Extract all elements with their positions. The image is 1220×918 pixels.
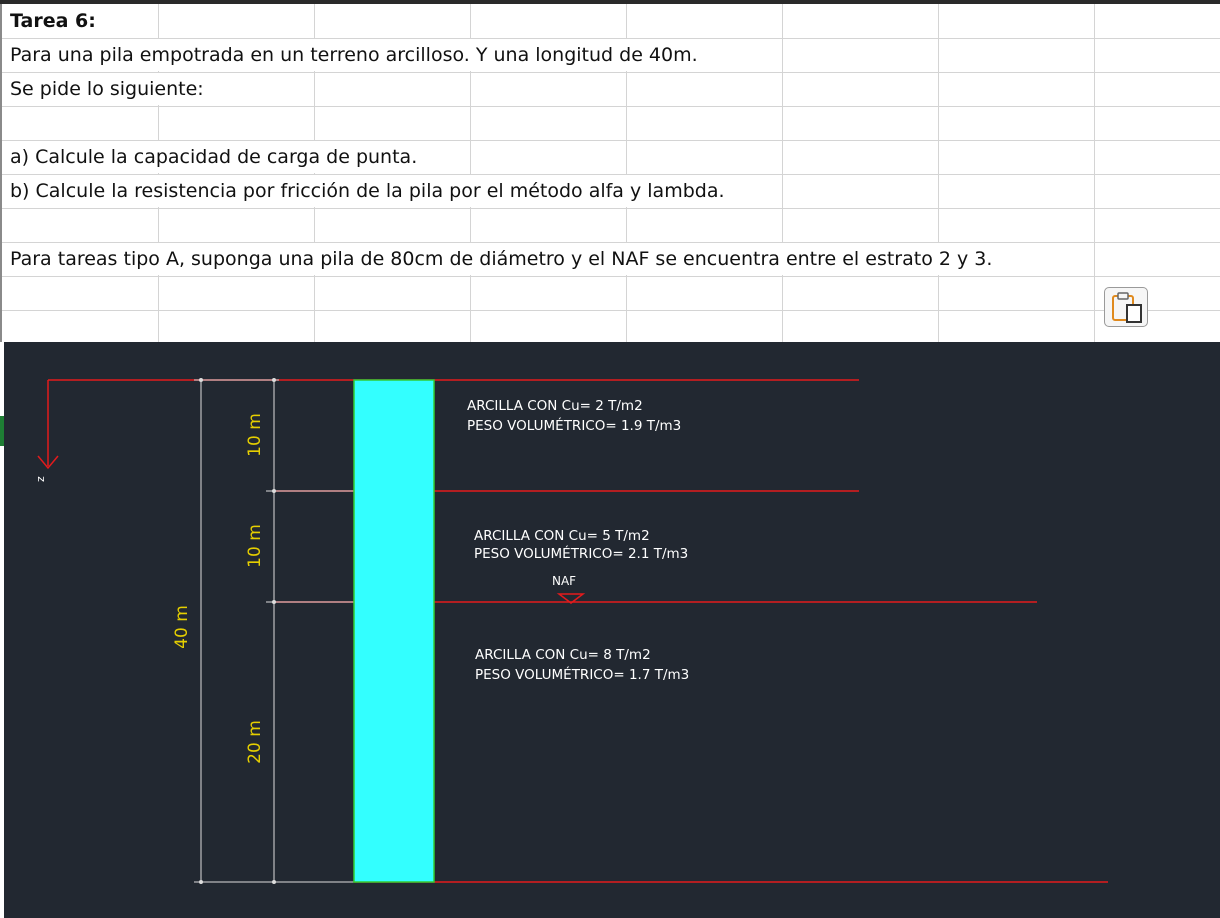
top-border bbox=[0, 0, 1220, 4]
cell-request[interactable]: Se pide lo siguiente: bbox=[0, 73, 210, 105]
segment-2-label: 10 m bbox=[245, 524, 265, 568]
segment-3-label: 20 m bbox=[245, 720, 265, 764]
stratum-2-cu: ARCILLA CON Cu= 5 T/m2 bbox=[474, 528, 650, 544]
segment-1-label: 10 m bbox=[245, 413, 265, 457]
paste-options-button[interactable] bbox=[1104, 287, 1148, 327]
pile bbox=[354, 380, 434, 882]
total-length-label: 40 m bbox=[172, 605, 192, 649]
grid-row-line bbox=[0, 208, 1220, 209]
pile-drawing-svg bbox=[4, 342, 1220, 918]
stratum-1-cu: ARCILLA CON Cu= 2 T/m2 bbox=[467, 398, 643, 414]
stratum-3-weight: PESO VOLUMÉTRICO= 1.7 T/m3 bbox=[475, 667, 690, 683]
axis-label: z bbox=[34, 476, 47, 482]
stratum-1-weight: PESO VOLUMÉTRICO= 1.9 T/m3 bbox=[467, 418, 682, 434]
cell-item-b[interactable]: b) Calcule la resistencia por fricción de la pila por el método alfa y lambda. bbox=[0, 175, 731, 207]
cell-note[interactable]: Para tareas tipo A, suponga una pila de 80cm de diámetro y el NAF se encuentra entre el estrato 2 y 3. bbox=[0, 243, 998, 275]
cell-statement[interactable]: Para una pila empotrada en un terreno arcilloso. Y una longitud de 40m. bbox=[0, 39, 704, 71]
paste-options-icon bbox=[1105, 288, 1149, 328]
grid-row-line bbox=[0, 106, 1220, 107]
grid-row-line bbox=[0, 310, 1220, 311]
stratum-3-cu: ARCILLA CON Cu= 8 T/m2 bbox=[475, 647, 651, 663]
naf-label: NAF bbox=[552, 574, 577, 588]
cell-item-a[interactable]: a) Calcule la capacidad de carga de punta. bbox=[0, 141, 423, 173]
grid-row-line bbox=[0, 276, 1220, 277]
pile-drawing bbox=[4, 342, 1220, 918]
stratum-2-weight: PESO VOLUMÉTRICO= 2.1 T/m3 bbox=[474, 546, 689, 562]
cell-title[interactable]: Tarea 6: bbox=[0, 5, 102, 37]
